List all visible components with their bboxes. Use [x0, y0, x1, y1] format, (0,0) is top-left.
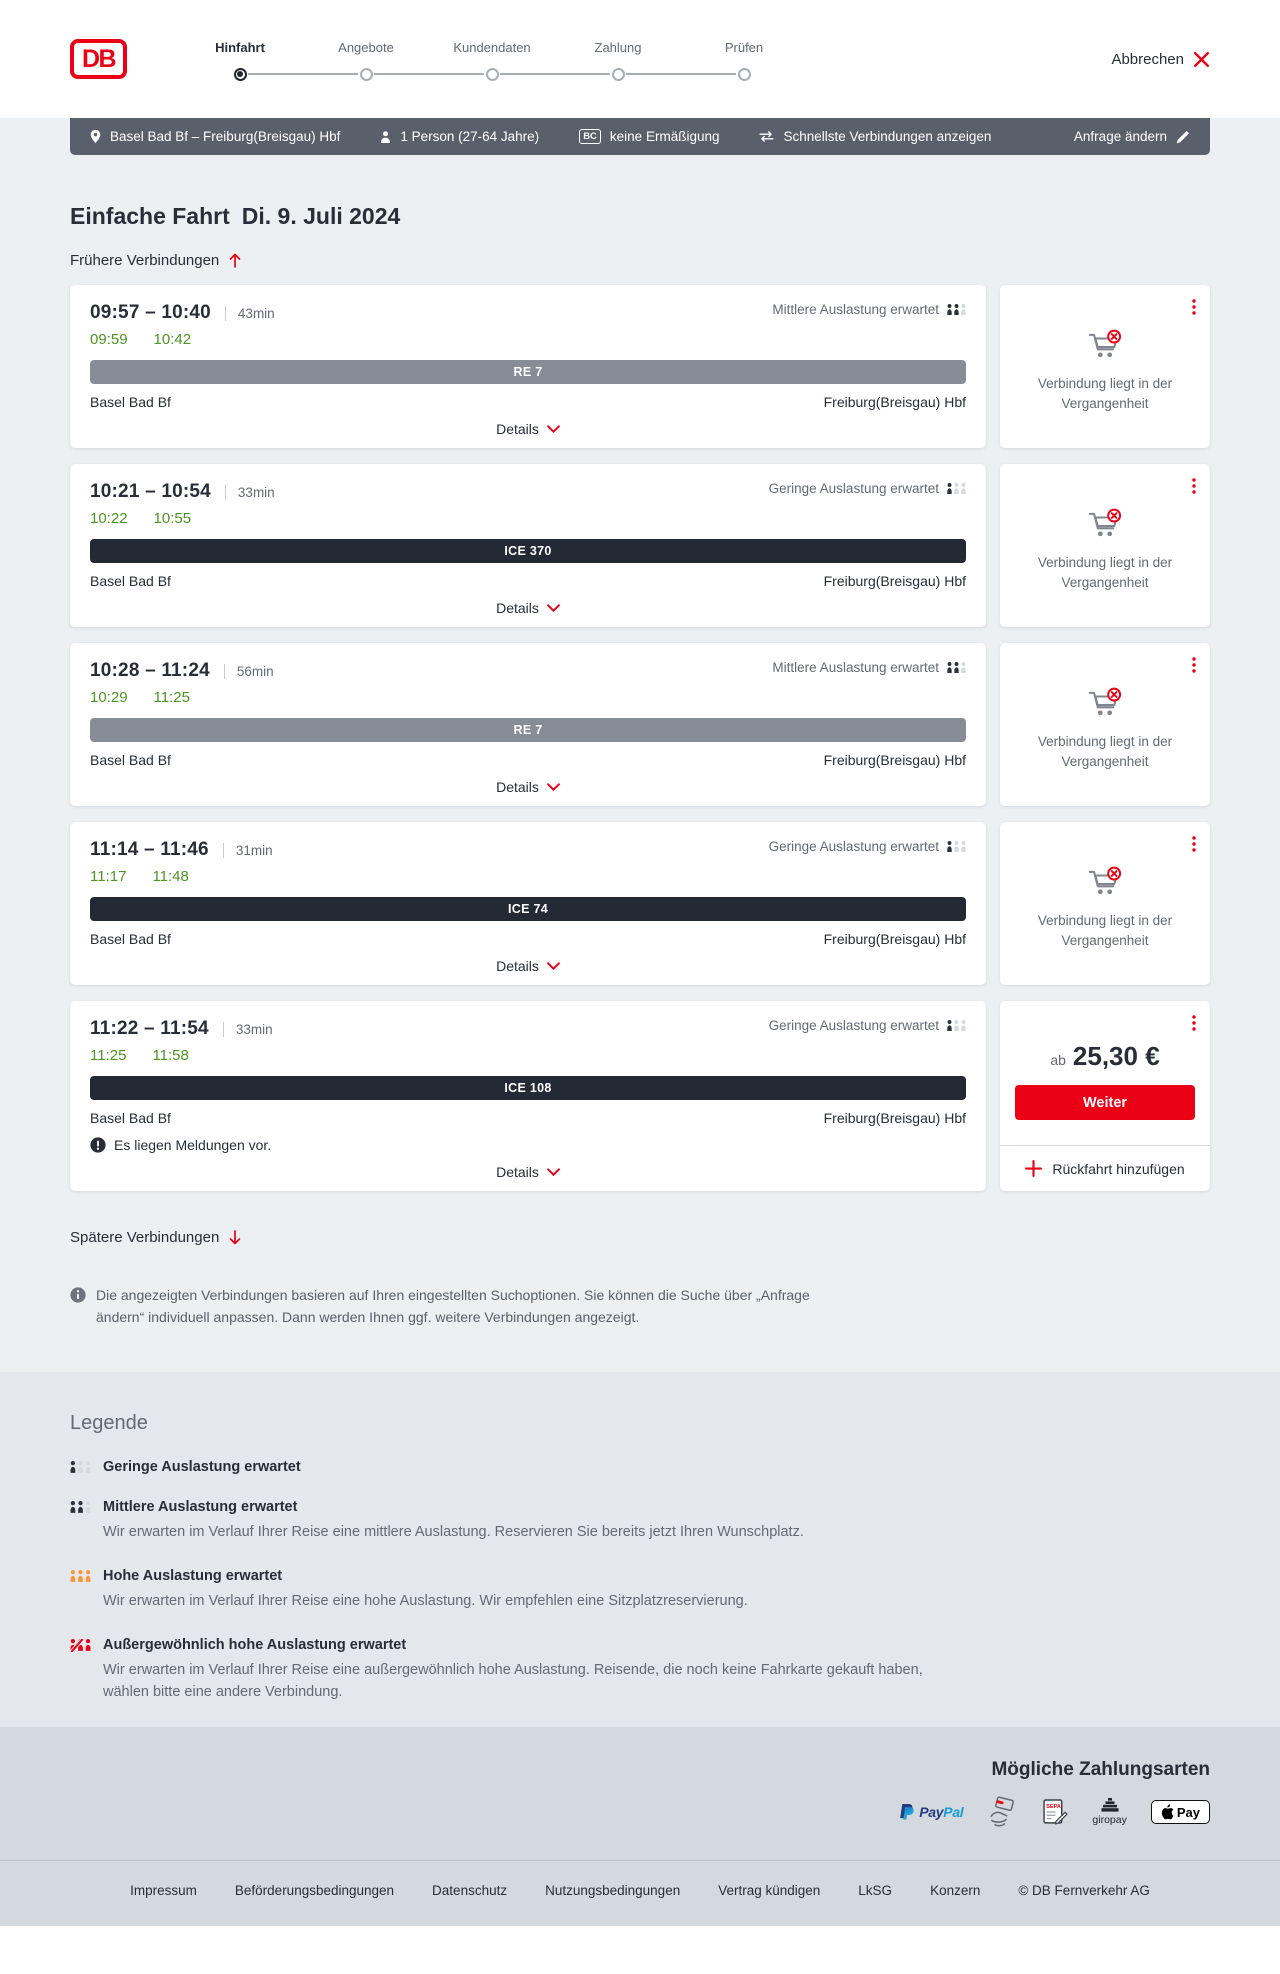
paypal-text: Pal	[943, 1804, 964, 1821]
journey-card	[70, 285, 986, 448]
realtime-depart: 11:25	[90, 1047, 127, 1064]
connection-row	[70, 822, 1210, 985]
time-range: 09:57 – 10:40	[90, 302, 211, 323]
details-label: Details	[496, 421, 539, 437]
origin-station: Basel Bad Bf	[90, 394, 171, 410]
credit-card-hand-icon	[987, 1796, 1019, 1828]
close-x-icon	[1193, 51, 1210, 68]
occupancy-high-icon	[70, 1570, 91, 1583]
kebab-menu-button[interactable]	[1188, 653, 1200, 677]
duration: 33min	[235, 1021, 273, 1037]
footer-links-bar	[0, 1860, 1280, 1926]
destination-station: Freiburg(Breisgau) Hbf	[823, 752, 966, 768]
apple-pay-logo	[1151, 1800, 1210, 1824]
cart-unavailable-icon	[1087, 508, 1123, 540]
realtime-arrive: 11:48	[152, 868, 189, 885]
kebab-menu-icon	[1192, 1015, 1196, 1031]
messages-notice[interactable]	[90, 1137, 966, 1153]
step-label: Hinfahrt	[215, 39, 265, 55]
occupancy-low-icon	[947, 483, 966, 495]
giropay-tower-icon	[1100, 1798, 1120, 1812]
destination-station: Freiburg(Breisgau) Hbf	[823, 394, 966, 410]
time-range: 10:21 – 10:54	[90, 481, 211, 502]
realtime-depart: 09:59	[90, 331, 128, 348]
paypal-text: Pay	[919, 1804, 944, 1821]
search-options-note-text: Die angezeigten Verbindungen basieren auf Ihren eingestellten Suchoptionen. Sie können die Suche über „Anfrage ändern“ individuell anpassen. Dann werden Ihnen ggf. weitere Verbindungen angezeigt.	[96, 1287, 810, 1325]
page-footer	[0, 1727, 1280, 1926]
legend-label: Mittlere Auslastung erwartet	[103, 1499, 298, 1516]
realtime-depart: 10:29	[90, 689, 128, 706]
price-prefix: ab	[1050, 1052, 1066, 1068]
chevron-down-icon	[547, 1168, 560, 1176]
past-connection-status: Verbindung liegt in der Vergangenheit	[1037, 376, 1173, 411]
cart-unavailable-icon	[1087, 687, 1123, 719]
train-segment-bar: ICE 108	[90, 1076, 966, 1100]
train-segment-bar: ICE 74	[90, 897, 966, 921]
origin-station: Basel Bad Bf	[90, 1110, 171, 1126]
step-label: Kundendaten	[453, 39, 531, 55]
occupancy-indicator	[772, 660, 966, 675]
connection-row	[70, 464, 1210, 627]
plus-icon	[1025, 1160, 1042, 1177]
db-logo: DB	[70, 39, 127, 79]
duration: 31min	[235, 842, 273, 858]
destination-station: Freiburg(Breisgau) Hbf	[823, 573, 966, 589]
price-display	[1000, 1041, 1210, 1072]
connection-row	[70, 285, 1210, 448]
search-options-note	[70, 1285, 850, 1328]
time-range: 11:22 – 11:54	[90, 1018, 209, 1039]
details-label: Details	[496, 1164, 539, 1180]
footer-link-konzern[interactable]: Konzern	[930, 1883, 981, 1899]
route-text: Basel Bad Bf – Freiburg(Breisgau) Hbf	[110, 129, 341, 144]
passengers-text: 1 Person (27-64 Jahre)	[400, 129, 540, 144]
apple-pay-text: Pay	[1176, 1804, 1200, 1820]
step-angebote[interactable]	[303, 40, 429, 81]
journey-times	[90, 839, 273, 861]
occupancy-label: Geringe Auslastung erwartet	[768, 839, 939, 854]
messages-notice-text: Es liegen Meldungen vor.	[114, 1137, 272, 1153]
footer-link-impressum[interactable]: Impressum	[130, 1883, 197, 1899]
pencil-icon	[1176, 130, 1190, 144]
sepa-text: SEPA	[1046, 1803, 1062, 1810]
earlier-connections-link[interactable]	[70, 252, 241, 269]
passenger-summary	[380, 129, 539, 144]
legend-title: Legende	[70, 1412, 148, 1435]
details-toggle[interactable]	[496, 421, 560, 437]
giropay-logo	[1092, 1798, 1126, 1826]
add-return-button[interactable]	[1000, 1146, 1210, 1191]
occupancy-indicator	[769, 481, 966, 496]
journey-times	[90, 302, 275, 324]
origin-station: Basel Bad Bf	[90, 931, 171, 947]
fastest-text: Schnellste Verbindungen anzeigen	[783, 129, 992, 144]
origin-station: Basel Bad Bf	[90, 752, 171, 768]
discount-summary	[579, 129, 719, 145]
details-label: Details	[496, 600, 539, 616]
train-segment-bar: ICE 370	[90, 539, 966, 563]
realtime-times	[90, 510, 966, 527]
arrow-up-icon	[229, 253, 241, 268]
chevron-down-icon	[547, 604, 560, 612]
journey-times	[90, 481, 275, 503]
step-circle	[486, 68, 499, 81]
journey-card	[70, 1001, 986, 1191]
cancel-label: Abbrechen	[1111, 50, 1184, 68]
kebab-menu-button[interactable]	[1188, 474, 1200, 498]
connection-row	[70, 643, 1210, 806]
details-toggle[interactable]	[496, 958, 560, 974]
occupancy-exceptional-icon	[70, 1639, 91, 1652]
occupancy-medium-icon	[947, 662, 966, 674]
occupancy-indicator	[769, 1018, 966, 1033]
payment-methods	[70, 1796, 1210, 1828]
divider	[223, 1022, 224, 1037]
legend-item-low	[70, 1459, 1210, 1475]
connection-side-panel	[1000, 822, 1210, 985]
connection-side-panel	[1000, 643, 1210, 806]
step-label: Angebote	[338, 39, 394, 55]
realtime-times	[90, 331, 966, 348]
step-label: Zahlung	[594, 39, 642, 55]
duration: 56min	[236, 663, 274, 679]
occupancy-indicator	[769, 839, 966, 854]
giropay-text: giropay	[1092, 1814, 1127, 1827]
connection-side-panel	[1000, 464, 1210, 627]
past-connection-status: Verbindung liegt in der Vergangenheit	[1037, 555, 1173, 590]
legend-section	[0, 1372, 1280, 1727]
connection-row	[70, 1001, 1210, 1191]
step-kundendaten[interactable]	[429, 40, 555, 81]
realtime-arrive: 11:58	[152, 1047, 189, 1064]
train-segment-bar: RE 7	[90, 360, 966, 384]
step-label: Prüfen	[724, 39, 764, 55]
time-range: 11:14 – 11:46	[90, 839, 209, 860]
realtime-depart: 11:17	[90, 868, 127, 885]
step-circle	[612, 68, 625, 81]
change-request-label: Anfrage ändern	[1073, 129, 1167, 144]
step-circle	[738, 68, 751, 81]
divider	[225, 485, 226, 500]
journey-card	[70, 643, 986, 806]
step-zahlung[interactable]	[555, 40, 681, 81]
occupancy-medium-icon	[70, 1501, 91, 1514]
occupancy-label: Geringe Auslastung erwartet	[768, 1018, 939, 1033]
legend-item-exceptional	[70, 1637, 1210, 1704]
train-segment-bar: RE 7	[90, 718, 966, 742]
later-connections-label: Spätere Verbindungen	[70, 1229, 220, 1246]
legend-description: Wir erwarten im Verlauf Ihrer Reise eine mittlere Auslastung. Reservieren Sie bereits jetzt Ihren Wunschplatz.	[103, 1524, 804, 1541]
progress-steps	[177, 40, 807, 81]
change-request-button[interactable]	[1074, 129, 1190, 144]
page-title	[70, 155, 1210, 230]
chevron-down-icon	[547, 962, 560, 970]
origin-station: Basel Bad Bf	[90, 573, 171, 589]
kebab-menu-icon	[1192, 657, 1196, 673]
footer-link-lksg[interactable]: LkSG	[858, 1883, 893, 1899]
realtime-depart: 10:22	[90, 510, 128, 527]
past-connection-status: Verbindung liegt in der Vergangenheit	[1037, 734, 1173, 769]
details-label: Details	[496, 779, 539, 795]
divider	[223, 843, 224, 858]
search-summary-bar	[70, 118, 1210, 155]
sepa-direct-debit-icon	[1043, 1799, 1068, 1826]
realtime-arrive: 10:42	[153, 331, 192, 348]
payment-methods-title: Mögliche Zahlungsarten	[991, 1759, 1210, 1781]
kebab-menu-button[interactable]	[1188, 1011, 1200, 1035]
realtime-arrive: 11:25	[153, 689, 190, 706]
legend-description: Wir erwarten im Verlauf Ihrer Reise eine hohe Auslastung. Wir empfehlen eine Sitzplatzreservierung.	[103, 1593, 748, 1610]
divider	[225, 306, 226, 321]
legend-label: Hohe Auslastung erwartet	[103, 1568, 283, 1585]
duration: 43min	[237, 305, 275, 321]
chevron-down-icon	[547, 783, 560, 791]
kebab-menu-button[interactable]	[1188, 295, 1200, 319]
footer-link-nutzungsbedingungen[interactable]: Nutzungsbedingungen	[545, 1883, 681, 1899]
step-pruefen[interactable]	[681, 40, 807, 81]
paypal-logo	[899, 1803, 963, 1822]
continue-button[interactable]: Weiter	[1015, 1085, 1195, 1120]
realtime-times	[90, 689, 966, 706]
details-toggle[interactable]	[496, 779, 560, 795]
past-connection-status: Verbindung liegt in der Vergangenheit	[1037, 913, 1173, 948]
occupancy-low-icon	[70, 1461, 91, 1474]
legend-description: Wir erwarten im Verlauf Ihrer Reise eine außergewöhnlich hohe Auslastung. Reisende, die noch keine Fahrkarte gekauft haben, wählen bitte eine andere Verbindung.	[103, 1661, 923, 1700]
alert-icon	[90, 1137, 106, 1153]
step-circle	[234, 68, 247, 81]
journey-times	[90, 660, 274, 682]
occupancy-label: Mittlere Auslastung erwartet	[772, 660, 939, 675]
occupancy-label: Geringe Auslastung erwartet	[768, 481, 939, 496]
price-side-panel	[1000, 1001, 1210, 1191]
cart-unavailable-icon	[1087, 329, 1123, 361]
journey-times	[90, 1018, 273, 1040]
occupancy-low-icon	[947, 841, 966, 853]
add-return-label: Rückfahrt hinzufügen	[1052, 1160, 1185, 1177]
copyright-text: © DB Fernverkehr AG	[1018, 1883, 1150, 1899]
footer-link-befoerderungsbedingungen[interactable]: Beförderungsbedingungen	[234, 1883, 395, 1899]
occupancy-indicator	[772, 302, 966, 317]
later-connections-link[interactable]	[70, 1229, 241, 1246]
realtime-times	[90, 1047, 966, 1064]
journey-card	[70, 464, 986, 627]
cart-unavailable-icon	[1087, 866, 1123, 898]
fastest-connections[interactable]	[759, 129, 991, 144]
bahncard-icon: BC	[579, 129, 601, 145]
connection-side-panel	[1000, 285, 1210, 448]
title-date: Di. 9. Juli 2024	[241, 203, 401, 229]
route-summary	[90, 129, 340, 144]
realtime-arrive: 10:55	[153, 510, 192, 527]
transfer-arrows-icon	[759, 131, 774, 142]
app-header	[0, 0, 1280, 118]
legend-label: Geringe Auslastung erwartet	[103, 1459, 301, 1476]
details-toggle[interactable]	[496, 600, 560, 616]
legend-item-high	[70, 1568, 1210, 1613]
footer-link-vertrag-kuendigen[interactable]: Vertrag kündigen	[718, 1883, 821, 1899]
paypal-mark-icon	[899, 1803, 916, 1822]
divider	[224, 664, 225, 679]
discount-text: keine Ermäßigung	[609, 129, 720, 144]
realtime-times	[90, 868, 966, 885]
details-toggle[interactable]	[496, 1164, 560, 1180]
chevron-down-icon	[547, 425, 560, 433]
journey-card	[70, 822, 986, 985]
earlier-connections-label: Frühere Verbindungen	[70, 252, 220, 269]
person-icon	[380, 131, 391, 143]
destination-station: Freiburg(Breisgau) Hbf	[823, 1110, 966, 1126]
location-pin-icon	[90, 129, 101, 144]
destination-station: Freiburg(Breisgau) Hbf	[823, 931, 966, 947]
title-trip-type: Einfache Fahrt	[70, 203, 230, 229]
details-label: Details	[496, 958, 539, 974]
occupancy-medium-icon	[947, 304, 966, 316]
legend-item-medium	[70, 1499, 1210, 1544]
time-range: 10:28 – 11:24	[90, 660, 210, 681]
step-hinfahrt[interactable]	[177, 40, 303, 81]
apple-icon	[1161, 1804, 1174, 1820]
info-icon	[70, 1287, 86, 1303]
step-circle	[360, 68, 373, 81]
cancel-button[interactable]	[1111, 51, 1210, 68]
duration: 33min	[237, 484, 275, 500]
occupancy-low-icon	[947, 1020, 966, 1032]
kebab-menu-button[interactable]	[1188, 832, 1200, 856]
footer-link-datenschutz[interactable]: Datenschutz	[432, 1883, 508, 1899]
occupancy-label: Mittlere Auslastung erwartet	[772, 302, 939, 317]
kebab-menu-icon	[1192, 299, 1196, 315]
kebab-menu-icon	[1192, 836, 1196, 852]
arrow-down-icon	[229, 1230, 241, 1245]
legend-label: Außergewöhnlich hohe Auslastung erwartet	[103, 1636, 407, 1653]
price-value: 25,30 €	[1072, 1041, 1160, 1071]
kebab-menu-icon	[1192, 478, 1196, 494]
